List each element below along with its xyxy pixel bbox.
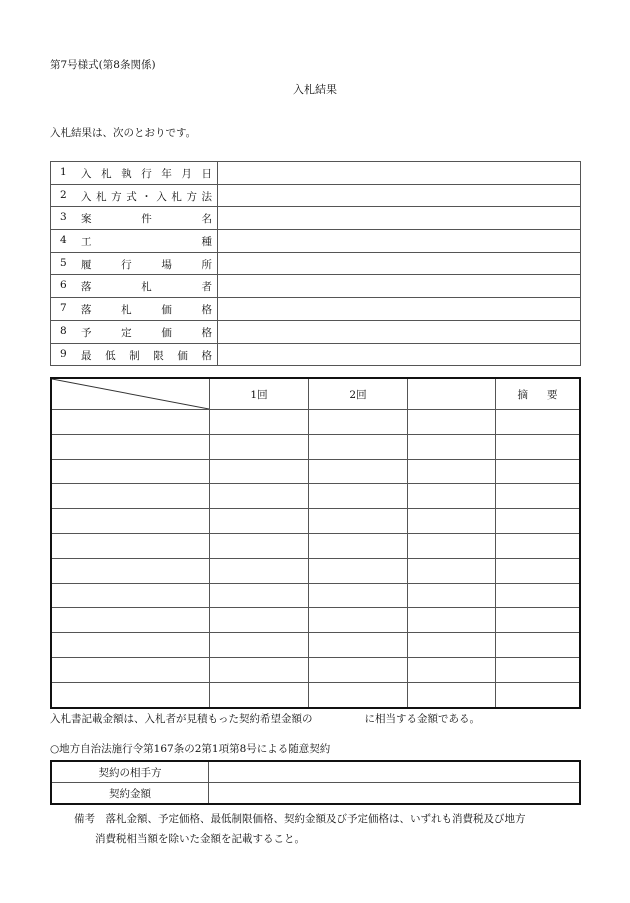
remarks-header: 摘要 bbox=[496, 378, 581, 410]
round2-cell[interactable] bbox=[309, 558, 408, 583]
bid-row bbox=[51, 682, 580, 707]
round1-cell[interactable] bbox=[210, 434, 309, 459]
info-row-number: 6 bbox=[60, 279, 67, 292]
round3-cell[interactable] bbox=[408, 633, 496, 658]
info-row bbox=[51, 184, 581, 207]
info-row-label-text: 落 札 価 格 bbox=[81, 304, 212, 317]
round2-cell[interactable] bbox=[309, 410, 408, 435]
info-row-label-text: 入 札 方 式 ・ 入 札 方 法 bbox=[81, 190, 212, 203]
info-row-number: 1 bbox=[60, 166, 67, 178]
bidder-cell[interactable] bbox=[51, 682, 210, 707]
section-private-contract-title: ○地方自治法施行令第167条の2第1項第8号による随意契約 bbox=[50, 743, 331, 755]
info-row-value[interactable] bbox=[218, 275, 581, 298]
bidder-cell[interactable] bbox=[51, 459, 210, 484]
round3-cell[interactable] bbox=[408, 434, 496, 459]
remarks-cell[interactable] bbox=[496, 410, 581, 435]
round2-cell[interactable] bbox=[309, 484, 408, 509]
bid-row bbox=[51, 410, 580, 435]
bidder-cell[interactable] bbox=[51, 583, 210, 608]
bid-row bbox=[51, 583, 580, 608]
info-row-label bbox=[51, 320, 218, 343]
info-row-label bbox=[51, 230, 218, 253]
remarks-line-2: 消費税相当額を除いた金額を記載すること。 bbox=[95, 833, 305, 845]
round2-header: 2回 bbox=[309, 378, 408, 410]
bid-row bbox=[51, 484, 580, 509]
bidder-cell[interactable] bbox=[51, 657, 210, 682]
round1-cell[interactable] bbox=[210, 608, 309, 633]
info-row bbox=[51, 275, 581, 298]
remarks-cell[interactable] bbox=[496, 657, 581, 682]
round3-cell[interactable] bbox=[408, 583, 496, 608]
bidder-cell[interactable] bbox=[51, 533, 210, 558]
round3-cell[interactable] bbox=[408, 459, 496, 484]
round3-cell[interactable] bbox=[408, 558, 496, 583]
round3-cell[interactable] bbox=[408, 484, 496, 509]
round2-cell[interactable] bbox=[309, 509, 408, 534]
round1-cell[interactable] bbox=[210, 682, 309, 707]
info-row-value[interactable] bbox=[218, 207, 581, 230]
info-row-number: 7 bbox=[60, 302, 67, 315]
round1-cell[interactable] bbox=[210, 558, 309, 583]
bid-row bbox=[51, 558, 580, 583]
round1-cell[interactable] bbox=[210, 533, 309, 558]
bidder-cell[interactable] bbox=[51, 410, 210, 435]
bidder-cell[interactable] bbox=[51, 484, 210, 509]
info-row-label-text: 最 低 制 限 価 格 bbox=[81, 349, 212, 362]
round2-cell[interactable] bbox=[309, 459, 408, 484]
remarks-cell[interactable] bbox=[496, 484, 581, 509]
remarks-cell[interactable] bbox=[496, 533, 581, 558]
info-row bbox=[51, 230, 581, 253]
info-row-value[interactable] bbox=[218, 162, 581, 185]
bid-results-table bbox=[50, 377, 581, 709]
info-row-value[interactable] bbox=[218, 343, 581, 366]
remarks-line-1: 備考 落札金額、予定価格、最低制限価格、契約金額及び予定価格は、いずれも消費税及び地方 bbox=[74, 813, 526, 825]
round3-cell[interactable] bbox=[408, 509, 496, 534]
round1-cell[interactable] bbox=[210, 509, 309, 534]
form-number: 第7号様式(第8条関係) bbox=[50, 59, 156, 71]
info-row-number: 9 bbox=[60, 347, 67, 360]
contract-row-value[interactable] bbox=[209, 783, 581, 805]
info-row-label bbox=[51, 184, 218, 207]
round1-cell[interactable] bbox=[210, 459, 309, 484]
contract-row-label: 契約金額 bbox=[51, 783, 209, 805]
info-row-number: 2 bbox=[60, 188, 67, 201]
remarks-cell[interactable] bbox=[496, 434, 581, 459]
info-row-value[interactable] bbox=[218, 252, 581, 275]
round1-cell[interactable] bbox=[210, 657, 309, 682]
info-row-number: 5 bbox=[60, 256, 67, 269]
round3-cell[interactable] bbox=[408, 533, 496, 558]
round2-cell[interactable] bbox=[309, 633, 408, 658]
info-row bbox=[51, 320, 581, 343]
info-row bbox=[51, 252, 581, 275]
round1-cell[interactable] bbox=[210, 633, 309, 658]
page-title: 入札結果 bbox=[293, 83, 337, 96]
bid-row bbox=[51, 434, 580, 459]
remarks-cell[interactable] bbox=[496, 608, 581, 633]
info-row-value[interactable] bbox=[218, 298, 581, 321]
bid-row bbox=[51, 657, 580, 682]
info-row-number: 4 bbox=[60, 234, 67, 247]
remarks-cell[interactable] bbox=[496, 682, 581, 707]
info-row-label-text: 案 件 名 bbox=[81, 213, 212, 226]
info-row-label bbox=[51, 252, 218, 275]
round1-cell[interactable] bbox=[210, 583, 309, 608]
round2-cell[interactable] bbox=[309, 657, 408, 682]
info-row bbox=[51, 343, 581, 366]
remarks-cell[interactable] bbox=[496, 558, 581, 583]
info-row bbox=[51, 162, 581, 185]
info-row-label-text: 予 定 価 格 bbox=[81, 326, 212, 339]
info-row bbox=[51, 298, 581, 321]
info-row-label bbox=[51, 275, 218, 298]
contract-row bbox=[51, 783, 580, 805]
bid-row bbox=[51, 608, 580, 633]
round2-cell[interactable] bbox=[309, 608, 408, 633]
bidder-cell[interactable] bbox=[51, 509, 210, 534]
bidder-cell[interactable] bbox=[51, 633, 210, 658]
round1-header: 1回 bbox=[210, 378, 309, 410]
note-bid-amount-before: 入札書記載金額は、入札者が見積もった契約希望金額の bbox=[50, 713, 313, 725]
info-table bbox=[50, 161, 581, 366]
remarks-cell[interactable] bbox=[496, 459, 581, 484]
bid-row bbox=[51, 509, 580, 534]
note-bid-amount bbox=[50, 711, 480, 726]
bidder-cell[interactable] bbox=[51, 434, 210, 459]
round3-header bbox=[408, 378, 496, 410]
round2-cell[interactable] bbox=[309, 583, 408, 608]
round1-cell[interactable] bbox=[210, 410, 309, 435]
info-row-label bbox=[51, 207, 218, 230]
info-row-value[interactable] bbox=[218, 184, 581, 207]
intro-text: 入札結果は、次のとおりです。 bbox=[50, 127, 197, 139]
round3-cell[interactable] bbox=[408, 682, 496, 707]
contract-row bbox=[51, 761, 580, 783]
info-row-label-text: 落 札 者 bbox=[81, 281, 212, 294]
diagonal-header-cell bbox=[51, 378, 210, 410]
info-row-label-text: 入 札 執 行 年 月 日 bbox=[81, 168, 212, 180]
info-row-value[interactable] bbox=[218, 230, 581, 253]
round2-cell[interactable] bbox=[309, 533, 408, 558]
bid-row bbox=[51, 459, 580, 484]
bid-row bbox=[51, 633, 580, 658]
contract-table bbox=[50, 760, 581, 805]
round3-cell[interactable] bbox=[408, 410, 496, 435]
remarks-cell[interactable] bbox=[496, 583, 581, 608]
info-row bbox=[51, 207, 581, 230]
round3-cell[interactable] bbox=[408, 608, 496, 633]
info-row-label bbox=[51, 343, 218, 366]
bidder-cell[interactable] bbox=[51, 608, 210, 633]
info-row-label-text: 工 種 bbox=[81, 236, 212, 249]
contract-row-value[interactable] bbox=[209, 761, 581, 783]
remarks-cell[interactable] bbox=[496, 509, 581, 534]
note-bid-amount-after: に相当する金額である。 bbox=[364, 713, 480, 725]
round2-cell[interactable] bbox=[309, 434, 408, 459]
round2-cell[interactable] bbox=[309, 682, 408, 707]
remarks-cell[interactable] bbox=[496, 633, 581, 658]
contract-row-label: 契約の相手方 bbox=[51, 761, 209, 783]
info-row-label bbox=[51, 298, 218, 321]
info-row-label bbox=[51, 162, 218, 185]
info-row-number: 3 bbox=[60, 211, 67, 224]
round3-cell[interactable] bbox=[408, 657, 496, 682]
info-row-number: 8 bbox=[60, 324, 67, 337]
info-row-label-text: 履 行 場 所 bbox=[81, 258, 212, 271]
info-row-value[interactable] bbox=[218, 320, 581, 343]
round1-cell[interactable] bbox=[210, 484, 309, 509]
bid-row bbox=[51, 533, 580, 558]
bid-table-header-row bbox=[51, 378, 580, 410]
bidder-cell[interactable] bbox=[51, 558, 210, 583]
remarks bbox=[74, 809, 526, 849]
diagonal-line bbox=[52, 379, 209, 409]
